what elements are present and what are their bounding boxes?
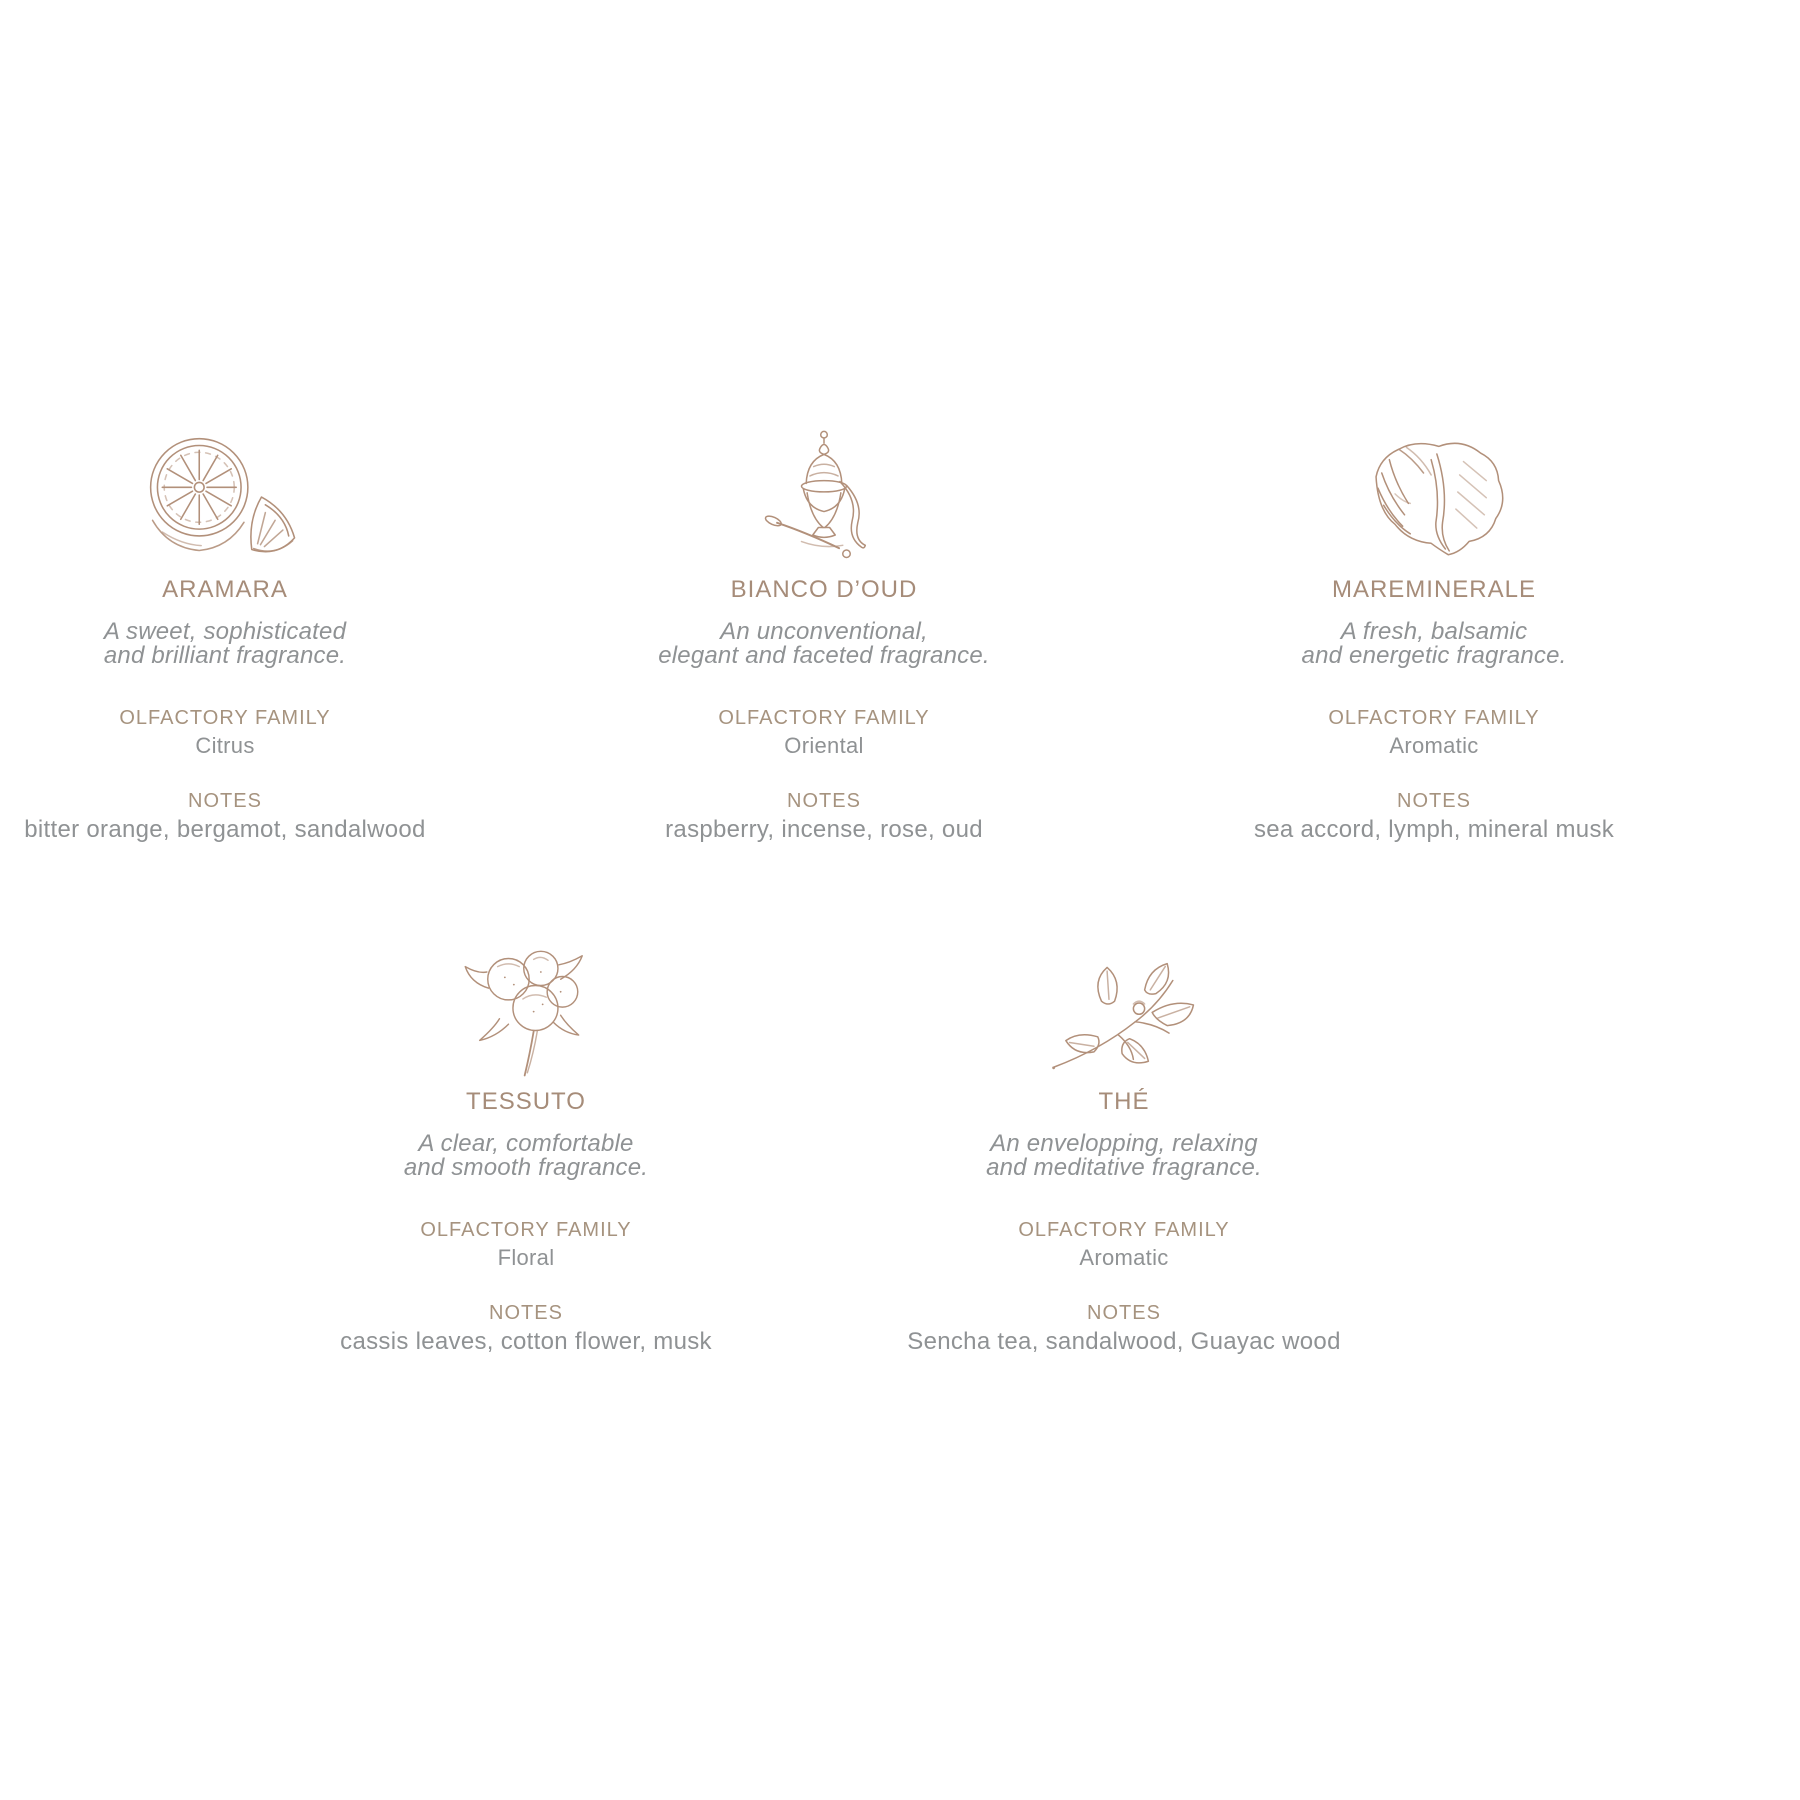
- orange-citrus-icon: [123, 427, 328, 568]
- seashell-icon: [1353, 435, 1515, 568]
- tea-branch-icon: [1039, 958, 1209, 1080]
- fragrance-card: [814, 932, 1434, 1354]
- notes-value: sea accord, lymph, mineral musk: [1253, 816, 1615, 843]
- notes-label: NOTES: [1087, 1302, 1161, 1324]
- fragrance-description: An unconventional, elegant and faceted fragrance.: [658, 618, 990, 669]
- fragrance-illustration: [0, 420, 535, 568]
- olfactory-family-label: OLFACTORY FAMILY: [1328, 707, 1540, 729]
- fragrance-illustration: [814, 932, 1434, 1080]
- fragrance-name: THÉ: [1098, 1088, 1150, 1115]
- fragrance-description: A sweet, sophisticated and brilliant fragrance.: [103, 618, 347, 669]
- fragrance-name: BIANCO D’OUD: [730, 576, 918, 603]
- notes-value: cassis leaves, cotton flower, musk: [340, 1328, 712, 1355]
- olfactory-family-value: Floral: [497, 1245, 555, 1270]
- incense-burner-icon: [749, 427, 899, 568]
- notes-value: Sencha tea, sandalwood, Guayac wood: [907, 1328, 1341, 1355]
- fragrance-name: MAREMINERALE: [1331, 576, 1537, 603]
- notes-label: NOTES: [1397, 790, 1471, 812]
- olfactory-family-value: Oriental: [784, 733, 864, 758]
- olfactory-family-value: Aromatic: [1079, 1245, 1169, 1270]
- fragrance-name: TESSUTO: [466, 1088, 586, 1115]
- cotton-flower-icon: [456, 936, 596, 1080]
- notes-label: NOTES: [188, 790, 262, 812]
- notes-value: raspberry, incense, rose, oud: [665, 816, 983, 843]
- olfactory-family-label: OLFACTORY FAMILY: [420, 1219, 632, 1241]
- olfactory-family-value: Aromatic: [1389, 733, 1479, 758]
- olfactory-family-value: Citrus: [195, 733, 255, 758]
- olfactory-family-label: OLFACTORY FAMILY: [119, 707, 331, 729]
- notes-label: NOTES: [787, 790, 861, 812]
- fragrance-description: An envelopping, relaxing and meditative fragrance.: [986, 1130, 1262, 1181]
- fragrance-illustration: [1124, 420, 1744, 568]
- fragrance-description: A fresh, balsamic and energetic fragrance.: [1301, 618, 1567, 669]
- fragrance-card: [1124, 420, 1744, 842]
- fragrance-card: [216, 932, 836, 1354]
- olfactory-family-label: OLFACTORY FAMILY: [1018, 1219, 1230, 1241]
- fragrance-name: ARAMARA: [162, 576, 288, 603]
- fragrance-card: [0, 420, 535, 842]
- olfactory-family-label: OLFACTORY FAMILY: [718, 707, 930, 729]
- notes-value: bitter orange, bergamot, sandalwood: [24, 816, 426, 843]
- fragrance-card: [514, 420, 1134, 842]
- fragrance-description: A clear, comfortable and smooth fragrance.: [403, 1130, 649, 1181]
- fragrance-illustration: [216, 932, 836, 1080]
- fragrance-illustration: [514, 420, 1134, 568]
- notes-label: NOTES: [489, 1302, 563, 1324]
